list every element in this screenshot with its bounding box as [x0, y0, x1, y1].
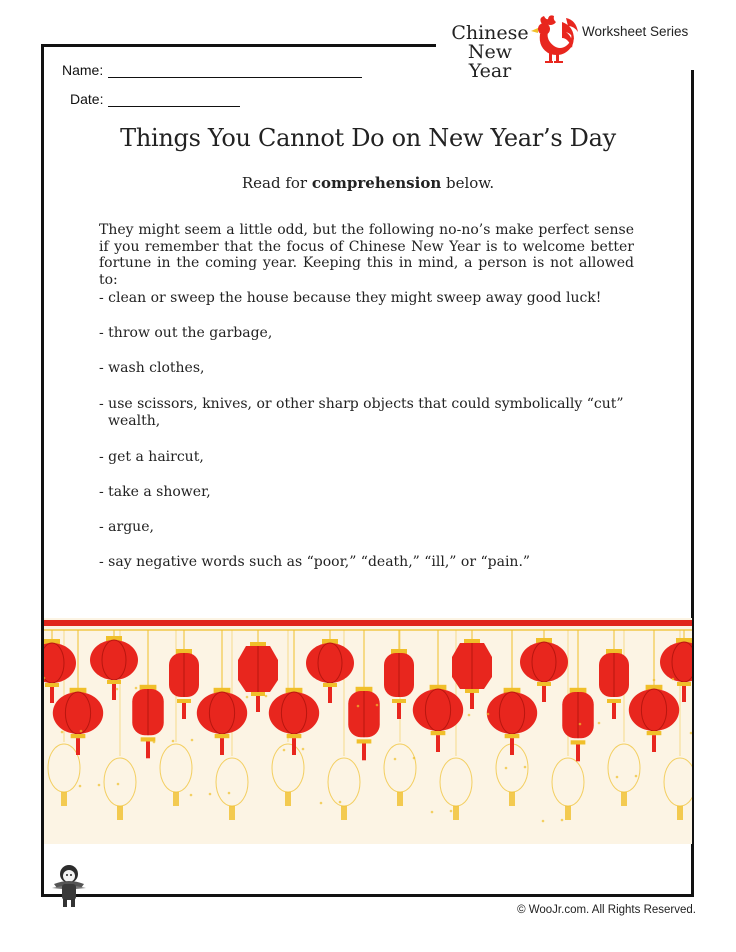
- lantern-base: [357, 739, 372, 743]
- lantern-body: [413, 689, 463, 731]
- lantern-outline: [216, 758, 248, 806]
- lantern-outline-tassel: [621, 792, 627, 806]
- sparkle: [394, 758, 397, 761]
- rule-item: [99, 519, 659, 536]
- sparkle: [191, 739, 194, 742]
- sparkle: [468, 714, 471, 717]
- rule-item: [99, 325, 659, 342]
- lantern-base: [677, 682, 691, 686]
- lantern-base: [323, 683, 337, 687]
- sparkle: [524, 766, 527, 769]
- lantern-tassel: [328, 687, 332, 703]
- name-field[interactable]: [108, 77, 362, 78]
- lantern-outline-tassel: [453, 806, 459, 820]
- lantern-tassel: [182, 703, 186, 719]
- sparkle: [116, 688, 119, 691]
- lantern-tassel: [256, 696, 260, 712]
- lantern-base: [71, 734, 86, 738]
- sparkle: [653, 679, 656, 682]
- sparkle: [172, 740, 175, 743]
- date-label: Date:: [70, 91, 104, 107]
- lantern-outline: [664, 758, 692, 806]
- brand-line-2: New Year: [467, 41, 513, 82]
- sparkle: [598, 722, 601, 725]
- subtitle-prefix: Read for: [241, 174, 312, 192]
- brand-title: [446, 24, 534, 81]
- rule-text: - get a haircut,: [99, 449, 204, 465]
- rule-item: [99, 290, 659, 307]
- lantern-outline-tassel: [509, 792, 515, 806]
- lantern-body: [90, 640, 138, 680]
- lantern-tassel: [436, 735, 440, 752]
- lantern-base: [647, 731, 662, 735]
- mascot-icon: [46, 862, 92, 910]
- lantern-outline-tassel: [173, 792, 179, 806]
- rule-text: - argue,: [99, 519, 154, 535]
- sparkle: [80, 730, 83, 733]
- lantern-border-art: [44, 618, 692, 844]
- lantern-outline-tassel: [285, 792, 291, 806]
- rule-text: - use scissors, knives, or other sharp objects that could symbolically “cut”: [99, 396, 624, 412]
- rule-item: [99, 484, 659, 501]
- sparkle: [635, 775, 638, 778]
- sparkle: [413, 757, 416, 760]
- lantern-outline: [384, 744, 416, 792]
- lantern-base: [287, 734, 302, 738]
- sparkle: [505, 767, 508, 770]
- rule-item: [99, 360, 659, 377]
- series-label: Worksheet Series: [582, 24, 689, 39]
- sparkle: [672, 678, 675, 681]
- lantern-tassel: [220, 738, 224, 755]
- sparkle: [209, 793, 212, 796]
- lantern-body: [269, 692, 319, 734]
- sparkle: [190, 794, 193, 797]
- sparkle: [579, 723, 582, 726]
- lantern-tassel: [576, 745, 580, 762]
- sparkle: [542, 820, 545, 823]
- rule-text: - say negative words such as “poor,” “death,” “ill,” or “pain.”: [99, 554, 531, 570]
- date-field[interactable]: [108, 106, 240, 107]
- sparkle: [265, 695, 268, 698]
- sparkle: [487, 713, 490, 716]
- sparkle: [357, 705, 360, 708]
- lantern-outline: [552, 758, 584, 806]
- lantern-base: [141, 737, 156, 741]
- subtitle-suffix: below.: [441, 174, 495, 192]
- rule-item: [99, 449, 659, 466]
- sparkle: [561, 819, 564, 822]
- lantern-decoration: [44, 618, 692, 844]
- lantern-tassel: [50, 687, 54, 703]
- rule-text: - throw out the garbage,: [99, 325, 273, 341]
- lantern-outline-tassel: [565, 806, 571, 820]
- lantern-outline: [272, 744, 304, 792]
- sparkle: [690, 732, 692, 735]
- lantern-tassel: [146, 742, 150, 759]
- sparkle: [135, 687, 138, 690]
- lantern-body: [53, 692, 103, 734]
- rule-item: [99, 396, 659, 430]
- lantern-tassel: [542, 686, 546, 702]
- sparkle: [283, 749, 286, 752]
- name-label: Name:: [62, 62, 104, 78]
- rule-text: - clean or sweep the house because they might sweep away good luck!: [99, 290, 602, 306]
- lantern-body: [487, 692, 537, 734]
- sparkle: [450, 810, 453, 813]
- lantern-base: [537, 682, 551, 686]
- lantern-outline: [48, 744, 80, 792]
- lantern-outline: [608, 744, 640, 792]
- lantern-base: [251, 692, 265, 696]
- lantern-tassel: [292, 738, 296, 755]
- lantern-body: [520, 642, 568, 682]
- sparkle: [320, 802, 323, 805]
- sparkle: [98, 784, 101, 787]
- sparkle: [376, 704, 379, 707]
- lantern-tassel: [682, 686, 686, 702]
- lantern-base: [177, 699, 191, 703]
- lantern-outline: [104, 758, 136, 806]
- rule-text-continued: wealth,: [108, 413, 161, 429]
- lantern-outline: [160, 744, 192, 792]
- lantern-tassel: [362, 744, 366, 761]
- lantern-body: [629, 689, 679, 731]
- lantern-base: [505, 734, 520, 738]
- rule-text: - take a shower,: [99, 484, 211, 500]
- lantern-body: [197, 692, 247, 734]
- lantern-rail: [44, 620, 692, 626]
- lantern-base: [107, 680, 121, 684]
- sparkle: [246, 696, 249, 699]
- lantern-base: [392, 699, 406, 703]
- lantern-outline: [328, 758, 360, 806]
- subtitle-emphasis: comprehension: [311, 174, 442, 192]
- sparkle: [616, 776, 619, 779]
- lantern-base: [431, 731, 446, 735]
- sparkle: [228, 792, 231, 795]
- sparkle: [61, 731, 64, 734]
- lantern-tassel: [397, 703, 401, 719]
- lantern-outline-tassel: [61, 792, 67, 806]
- lantern-outline-tassel: [677, 806, 683, 820]
- subtitle: [44, 174, 692, 192]
- lantern-base: [45, 683, 59, 687]
- sparkle: [302, 748, 305, 751]
- intro-paragraph: They might seem a little odd, but the following no-no’s make perfect sense if you remember that the focus of Chinese New Year is to welcome better fortune in the coming year. Keeping this in mind, a person is not allowed to:: [99, 222, 634, 288]
- lantern-body: [306, 643, 354, 683]
- rule-text: - wash clothes,: [99, 360, 205, 376]
- lantern-outline-tassel: [117, 806, 123, 820]
- lantern-base: [607, 699, 621, 703]
- lantern-tassel: [76, 738, 80, 755]
- sparkle: [431, 811, 434, 814]
- lantern-tassel: [470, 693, 474, 709]
- lantern-tassel: [652, 735, 656, 752]
- lantern-outline-tassel: [229, 806, 235, 820]
- lantern-base: [571, 740, 586, 744]
- lantern-outline-tassel: [341, 806, 347, 820]
- sparkle: [153, 741, 156, 744]
- lantern-base: [465, 689, 479, 693]
- sparkle: [117, 783, 120, 786]
- brand-line-1: Chinese: [451, 22, 529, 44]
- lantern-outline-tassel: [397, 792, 403, 806]
- page-title: Things You Cannot Do on New Year’s Day: [120, 124, 616, 152]
- rooster-icon: [528, 14, 580, 66]
- rule-item: [99, 554, 659, 571]
- copyright-notice: © WooJr.com. All Rights Reserved.: [517, 904, 696, 916]
- sparkle: [339, 801, 342, 804]
- lantern-tassel: [510, 738, 514, 755]
- lantern-outline: [440, 758, 472, 806]
- lantern-base: [215, 734, 230, 738]
- sparkle: [79, 785, 82, 788]
- lantern-tassel: [112, 684, 116, 700]
- lantern-tassel: [612, 703, 616, 719]
- sparkle: [154, 686, 157, 689]
